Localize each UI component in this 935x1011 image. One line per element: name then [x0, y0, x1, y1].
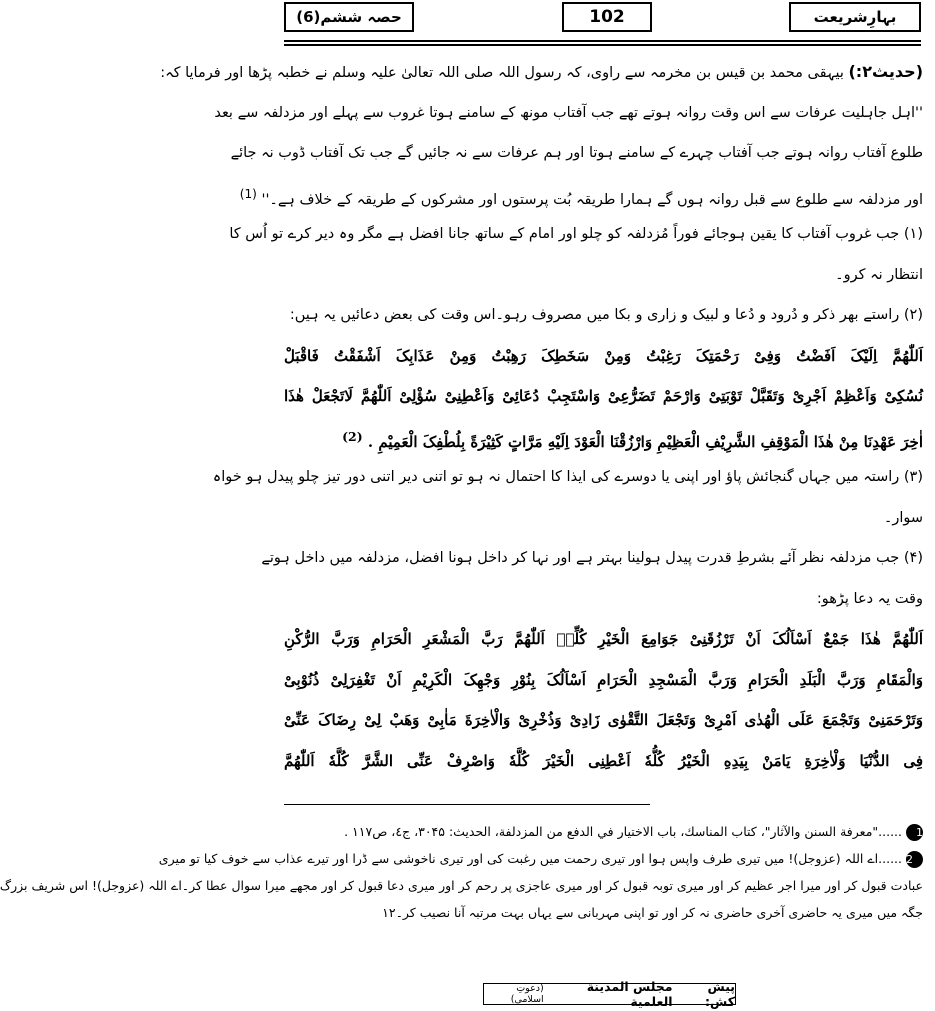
arabic-dua-line: فِی الدُّنْیَا وَلْاٰخِرَةِ یَامَنْ بِیَدِهِ الْخَیْرُ کُلُّهٗ اَعْطِنِی الْخَیْرَ کُلَّهٗ وَاصْرِفْ عَنِّی الشَّرَّ کُلَّهٗ اَللّٰھُمَّ: [284, 751, 923, 770]
text-line: (۳) راستہ میں جہاں گنجائش پاؤ اور اپنی یا دوسرے کی ایذا کا احتمال نہ ہو تو اتنی دیر اتنی دور تیز چلو پیدل ہو خواہ: [212, 469, 923, 485]
arabic-dua-line: اَللّٰھُمَّ اِلَیْکَ اَفَضْتُ وَفِیْ رَحْمَتِکَ رَغِبْتُ وَمِنْ سَخَطِکَ رَھِبْتُ وَمِنْ عَذَابِکَ اَشْفَقْتُ فَاقْبَلْ: [284, 346, 923, 365]
arabic-dua-line: وَتَرْحَمَنِیْ وَتَجْمَعَ عَلَی الْھُدٰی اَمْرِیْ وَتَجْعَلَ التَّقْوٰی زَادِیْ وَذُخْرِیْ وَالْاٰخِرَةَ مَاٰبِیْ وَھَبْ لِیْ رِضَاکَ عَنِّیْ: [284, 711, 923, 729]
header-rule: [284, 40, 921, 42]
text-line: (۱) جب غروب آفتاب کا یقین ہوجائے فوراً مُزدلفہ کو چلو اور امام کے ساتھ جانا افضل ہے مگر وہ دیر کرے تو اُس کا: [229, 226, 923, 242]
publisher-name: مجلس المدینة العلمیة: [586, 979, 673, 1009]
footnote-number: 2: [906, 851, 923, 868]
text-line: وقت یہ دعا پڑھو:: [816, 590, 923, 607]
footnote-line: عبادت قبول کر اور میرا اجر عظیم کر اور میری توبہ قبول کر اور میری عاجزی پر رحم کر اور میری دعا قبول کر اور مجھے میرا سوال عطا کر۔اے اللہ (عزوجل)! اس شریف بزرگ: [0, 878, 923, 893]
arabic-dua-line: اٰخِرَ عَھْدِنَا مِنْ ھٰذَا الْمَوْقِفِ الشَّرِیْفِ الْعَظِیْمِ وَارْزُقْنَا الْعَوْدَ اِلَیْهِ مَرَّاتٍ کَثِیْرَةً بِلُطْفِکَ الْعَمِیْمِ . $^{(2)}$: [342, 428, 923, 451]
footnotes: [0, 818, 923, 926]
footnote-ref: (1): [239, 186, 257, 201]
text-line: (حدیث۲:) بیہقی محمد بن قیس بن مخرمہ سے راوی، کہ رسول اللہ صلی اللہ تعالیٰ علیہ وسلم نے خطبہ پڑھا اور فرمایا کہ:: [160, 62, 923, 81]
footnote-ref: (2): [342, 428, 363, 444]
text-line: طلوع آفتاب روانہ ہوتے جب آفتاب چہرے کے سامنے ہوتا اور ہم عرفات سے نہ جائیں گے جب تک آفتاب ڈوب نہ جائے: [230, 145, 923, 161]
text-line: ''اہل جاہلیت عرفات سے اس وقت روانہ ہوتے تھے جب آفتاب مونھ کے سامنے ہوتا غروب سے پہلے اور مزدلفہ سے بعد: [214, 104, 923, 121]
main-text: [160, 52, 923, 781]
text-line: اور مزدلفہ سے طلوع سے قبل روانہ ہوں گے ہمارا طریقہ بُت پرستوں اور مشرکوں کے طریقہ کے خلاف ہے۔'' $^{(1)}$: [239, 186, 923, 208]
publisher-footer: پیش کش: مجلس المدینة العلمیة (دعوتِ اسلامی): [483, 983, 736, 1005]
footnote-line: جگہ میں میری یہ حاضری آخری حاضری نہ کر اور تو اپنی مہربانی سے یہاں بہت مرتبہ آنا نصیب کر۔۱۲: [382, 905, 923, 920]
book-title: بہارِشریعت: [789, 2, 921, 32]
text-line: (۴) جب مزدلفہ نظر آئے بشرطِ قدرت پیدل ہولینا بہتر ہے اور نہا کر داخل ہونا افضل، مزدلفہ میں داخل ہوتے: [261, 550, 923, 566]
text-line: سوار۔: [883, 509, 923, 526]
text-line: (۲) راستے بھر ذکر و دُرود و دُعا و لبیک و زاری و بکا میں مصروف رہو۔اس وقت کی بعض دعائیں یہ ہیں:: [289, 307, 923, 323]
arabic-dua-line: اَللّٰھُمَّ ھٰذَا جَمْعٌ اَسْاَلُکَ اَنْ تَرْزُقَنِیْ جَوَامِعَ الْخَیْرِ کُلِّهٖ اَللّٰھُمَّ رَبَّ الْمَشْعَرِ الْحَرَامِ وَرَبَّ الرُّکْنِ: [284, 630, 923, 648]
header-rule-double: [284, 44, 921, 46]
footnote-rule: [284, 804, 650, 805]
text-line: انتظار نہ کرو۔: [835, 266, 923, 283]
page-number: 102: [562, 2, 652, 32]
footnote-2: 2......اے اللہ (عزوجل)! میں تیری طرف واپس ہوا اور تیری رحمت میں رغبت کی اور تیری ناخوشی سے ڈرا اور تیرے عذاب سے خوف کیا تو میری: [284, 845, 923, 872]
hadith-label: (حدیث۲:): [848, 62, 923, 81]
part-label: حصہ ششم(6): [284, 2, 414, 32]
arabic-dua-line: وَالْمَقَامِ وَرَبَّ الْبَلَدِ الْحَرَامِ وَرَبَّ الْمَسْجِدِ الْحَرَامِ اَسْاَلُکَ بِنُوْرِ وَجْھِکَ الْکَرِیْمِ اَنْ تَغْفِرَلِیْ ذُنُوْبِیْ: [284, 670, 923, 689]
footnote-1: 1......"معرفة السنن والآثار"، كتاب المناسك، باب الاختيار في الدفع من المزدلفة، الحديث: ۳۰۴۵، ج٤، ص١١٧ .: [344, 824, 923, 839]
arabic-dua-line: نُسُکِیْ وَاَعْظِمْ اَجْرِیْ وَتَقَبَّلْ تَوْبَتِیْ وَارْحَمْ تَضَرُّعِیْ وَاسْتَجِبْ دُعَائِیْ وَاَعْطِنِیْ سُؤْلِیْ اَللّٰھُمَّ لَاتَجْعَلْ ھٰذَا: [284, 387, 923, 405]
footnote-number: 1: [906, 824, 923, 841]
